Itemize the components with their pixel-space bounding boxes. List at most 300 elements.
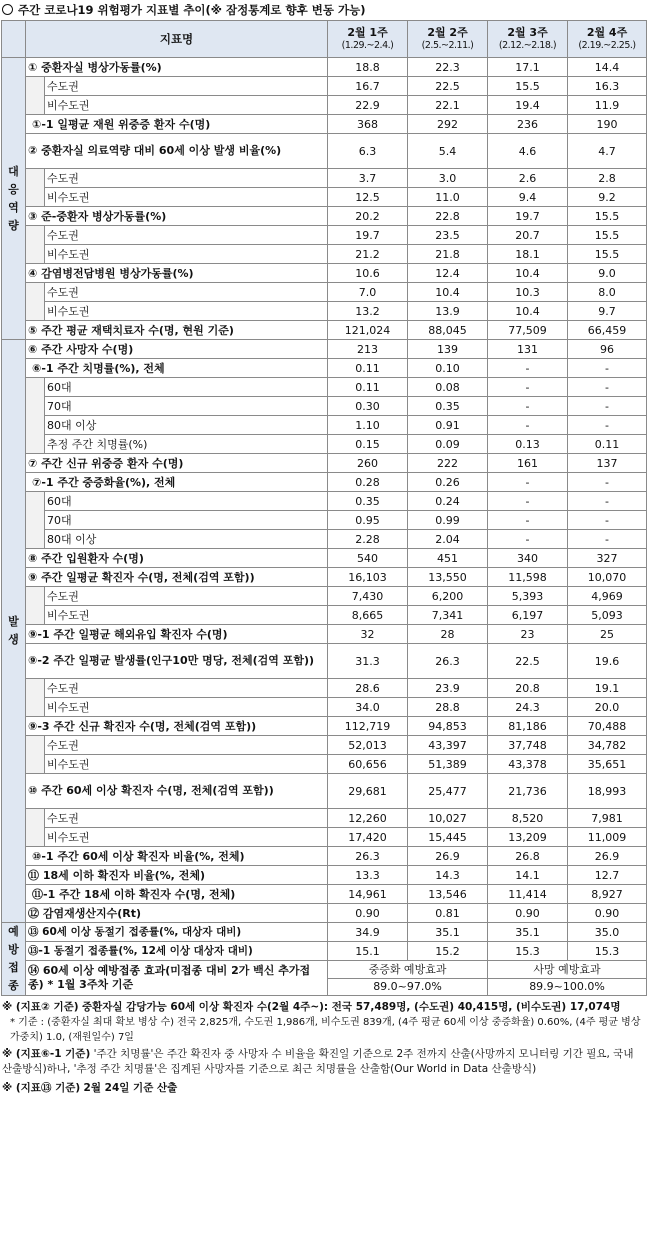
value-cell: 213 bbox=[328, 340, 408, 359]
sub-label: 비수도권 bbox=[45, 96, 328, 115]
week-dates: (2.19.~2.25.) bbox=[578, 40, 636, 51]
value-cell: 7,341 bbox=[408, 606, 488, 625]
value-cell: 12.5 bbox=[328, 188, 408, 207]
sub-label: 수도권 bbox=[45, 169, 328, 188]
table-row bbox=[2, 644, 647, 679]
footnote-3 bbox=[2, 1047, 645, 1077]
sub-row bbox=[2, 378, 647, 397]
value-cell: 37,748 bbox=[488, 736, 568, 755]
indicator-header: 지표명 bbox=[26, 21, 328, 58]
value-cell: 21.8 bbox=[408, 245, 488, 264]
value-cell: - bbox=[568, 492, 647, 511]
value-cell: 22.9 bbox=[328, 96, 408, 115]
table-row bbox=[2, 359, 647, 378]
indent-cell bbox=[26, 302, 45, 321]
indicator-label: ⑨-2 주간 일평균 발생률(인구10만 명당, 전체(검역 포함)) bbox=[26, 644, 328, 679]
value-cell: 23.5 bbox=[408, 226, 488, 245]
value-cell: 292 bbox=[408, 115, 488, 134]
value-cell: 24.3 bbox=[488, 698, 568, 717]
value-cell: 14,961 bbox=[328, 885, 408, 904]
sub-label: 비수도권 bbox=[45, 245, 328, 264]
value-cell: 11.0 bbox=[408, 188, 488, 207]
indent-cell bbox=[26, 587, 45, 606]
sub-label: 수도권 bbox=[45, 736, 328, 755]
value-cell: 15.3 bbox=[568, 942, 647, 961]
value-cell: 19.6 bbox=[568, 644, 647, 679]
value-cell: 139 bbox=[408, 340, 488, 359]
week-header bbox=[568, 21, 647, 58]
table-row bbox=[2, 717, 647, 736]
indicator-label: ⑤ 주간 평균 재택치료자 수(명, 현원 기준) bbox=[26, 321, 328, 340]
value-cell: 10,070 bbox=[568, 568, 647, 587]
value-cell: 10.4 bbox=[408, 283, 488, 302]
value-cell: 16.7 bbox=[328, 77, 408, 96]
value-cell: 340 bbox=[488, 549, 568, 568]
indicator-label: ⑪ 18세 이하 확진자 비율(%, 전체) bbox=[26, 866, 328, 885]
value-cell: - bbox=[568, 511, 647, 530]
sub-label: 비수도권 bbox=[45, 302, 328, 321]
week-label: 2월 4주 bbox=[586, 26, 628, 39]
value-cell: 0.30 bbox=[328, 397, 408, 416]
table-row bbox=[2, 134, 647, 169]
value-cell: 52,013 bbox=[328, 736, 408, 755]
week-dates: (2.12.~2.18.) bbox=[498, 40, 557, 51]
value-cell: 14.4 bbox=[568, 58, 647, 77]
value-cell: 51,389 bbox=[408, 755, 488, 774]
indicator-label: ⑩ 주간 60세 이상 확진자 수(명, 전체(검역 포함)) bbox=[26, 774, 328, 809]
value-cell: 28.8 bbox=[408, 698, 488, 717]
indent-cell bbox=[26, 492, 45, 511]
value-cell: 0.90 bbox=[568, 904, 647, 923]
sub-row bbox=[2, 188, 647, 207]
value-cell: 236 bbox=[488, 115, 568, 134]
sub-label: 80대 이상 bbox=[45, 530, 328, 549]
value-cell: - bbox=[488, 359, 568, 378]
value-cell: 6,197 bbox=[488, 606, 568, 625]
value-cell: 18.8 bbox=[328, 58, 408, 77]
indent-cell bbox=[26, 809, 45, 828]
value-cell: 222 bbox=[408, 454, 488, 473]
value-cell: 2.6 bbox=[488, 169, 568, 188]
table-row bbox=[2, 923, 647, 942]
sub-label: 수도권 bbox=[45, 77, 328, 96]
footnote-4-lead: ※ (지표⑬ 기준) bbox=[2, 1082, 81, 1094]
footnote-1 bbox=[2, 1000, 645, 1015]
sub-label: 수도권 bbox=[45, 679, 328, 698]
value-cell: 11.9 bbox=[568, 96, 647, 115]
title-text: 주간 코로나19 위험평가 지표별 추이(※ 잠정통계로 향후 변동 가능) bbox=[18, 3, 366, 17]
value-cell: 21,736 bbox=[488, 774, 568, 809]
value-cell: 161 bbox=[488, 454, 568, 473]
indicator-label: ⑥-1 주간 치명률(%), 전체 bbox=[26, 359, 328, 378]
indent-cell bbox=[26, 736, 45, 755]
effect-label: 사망 예방효과 bbox=[488, 962, 646, 979]
sub-row bbox=[2, 606, 647, 625]
sub-row bbox=[2, 511, 647, 530]
sub-label: 비수도권 bbox=[45, 698, 328, 717]
value-cell: - bbox=[488, 473, 568, 492]
sub-row bbox=[2, 302, 647, 321]
table-row bbox=[2, 885, 647, 904]
footnote-3-lead: ※ (지표⑥-1 기준) bbox=[2, 1048, 91, 1060]
value-cell: - bbox=[488, 530, 568, 549]
indent-cell bbox=[26, 378, 45, 397]
value-cell: 0.99 bbox=[408, 511, 488, 530]
indent-cell bbox=[26, 226, 45, 245]
header-corner bbox=[2, 21, 26, 58]
value-cell: 5,393 bbox=[488, 587, 568, 606]
value-cell: 18.1 bbox=[488, 245, 568, 264]
sub-label: 비수도권 bbox=[45, 755, 328, 774]
value-cell: 0.35 bbox=[408, 397, 488, 416]
value-cell: 19.1 bbox=[568, 679, 647, 698]
value-cell: 35.1 bbox=[408, 923, 488, 942]
value-cell: 28 bbox=[408, 625, 488, 644]
value-cell: 43,397 bbox=[408, 736, 488, 755]
indicator-label: ⑥ 주간 사망자 수(명) bbox=[26, 340, 328, 359]
category-label: 대 응 역 량 bbox=[2, 58, 26, 340]
indicator-label: ⑫ 감염재생산지수(Rt) bbox=[26, 904, 328, 923]
value-cell: 15.5 bbox=[488, 77, 568, 96]
value-cell: 0.11 bbox=[328, 359, 408, 378]
table-row bbox=[2, 904, 647, 923]
value-cell: 9.2 bbox=[568, 188, 647, 207]
indent-cell bbox=[26, 755, 45, 774]
value-cell: 0.81 bbox=[408, 904, 488, 923]
value-cell: 15,445 bbox=[408, 828, 488, 847]
value-cell: 4.7 bbox=[568, 134, 647, 169]
indicator-label: ⑧ 주간 입원환자 수(명) bbox=[26, 549, 328, 568]
week-label: 2월 2주 bbox=[427, 26, 468, 39]
value-cell: 15.2 bbox=[408, 942, 488, 961]
sub-row bbox=[2, 809, 647, 828]
value-cell: 20.0 bbox=[568, 698, 647, 717]
table-row bbox=[2, 207, 647, 226]
indent-cell bbox=[26, 245, 45, 264]
sub-row bbox=[2, 679, 647, 698]
value-cell: 4,969 bbox=[568, 587, 647, 606]
value-cell: 0.26 bbox=[408, 473, 488, 492]
value-cell: 2.8 bbox=[568, 169, 647, 188]
table-row bbox=[2, 774, 647, 809]
value-cell: 14.1 bbox=[488, 866, 568, 885]
value-cell: 7.0 bbox=[328, 283, 408, 302]
value-cell: 26.9 bbox=[408, 847, 488, 866]
value-cell: 34,782 bbox=[568, 736, 647, 755]
footnote-1-text: 중환자실 감당가능 60세 이상 확진자 수(2월 4주~): 전국 57,489명, (수도권) 40,415명, (비수도권) 17,074명 bbox=[81, 1001, 621, 1013]
value-cell: 19.7 bbox=[328, 226, 408, 245]
table-row bbox=[2, 340, 647, 359]
indicator-label: ⑬ 60세 이상 동절기 접종률(%, 대상자 대비) bbox=[26, 923, 328, 942]
value-cell: 31.3 bbox=[328, 644, 408, 679]
value-cell: 5.4 bbox=[408, 134, 488, 169]
value-cell: 0.28 bbox=[328, 473, 408, 492]
header-row bbox=[2, 21, 647, 58]
value-cell: 96 bbox=[568, 340, 647, 359]
value-cell: 19.7 bbox=[488, 207, 568, 226]
value-cell: 25,477 bbox=[408, 774, 488, 809]
indicator-label: ①-1 일평균 재원 위중증 환자 수(명) bbox=[26, 115, 328, 134]
sub-label: 60대 bbox=[45, 378, 328, 397]
value-cell: 8,927 bbox=[568, 885, 647, 904]
indent-cell bbox=[26, 416, 45, 435]
indicator-label: ⑪-1 주간 18세 이하 확진자 수(명, 전체) bbox=[26, 885, 328, 904]
value-cell: 81,186 bbox=[488, 717, 568, 736]
value-cell: 29,681 bbox=[328, 774, 408, 809]
table-row bbox=[2, 866, 647, 885]
sub-label: 추정 주간 치명률(%) bbox=[45, 435, 328, 454]
value-cell: - bbox=[568, 397, 647, 416]
indicator-label: ④ 감염병전담병원 병상가동률(%) bbox=[26, 264, 328, 283]
indent-cell bbox=[26, 283, 45, 302]
sub-label: 60대 bbox=[45, 492, 328, 511]
value-cell: - bbox=[488, 416, 568, 435]
indent-cell bbox=[26, 188, 45, 207]
indent-cell bbox=[26, 828, 45, 847]
value-cell: 3.7 bbox=[328, 169, 408, 188]
value-cell: 18,993 bbox=[568, 774, 647, 809]
sub-row bbox=[2, 435, 647, 454]
value-cell: 11,009 bbox=[568, 828, 647, 847]
value-cell: 260 bbox=[328, 454, 408, 473]
indent-cell bbox=[26, 511, 45, 530]
sub-row bbox=[2, 245, 647, 264]
value-cell: - bbox=[568, 473, 647, 492]
value-cell: 15.5 bbox=[568, 207, 647, 226]
sub-label: 수도권 bbox=[45, 587, 328, 606]
value-cell: 8,665 bbox=[328, 606, 408, 625]
indent-cell bbox=[26, 397, 45, 416]
sub-row bbox=[2, 77, 647, 96]
value-cell: 34.9 bbox=[328, 923, 408, 942]
value-cell: 23.9 bbox=[408, 679, 488, 698]
value-cell: 19.4 bbox=[488, 96, 568, 115]
value-cell: 540 bbox=[328, 549, 408, 568]
value-cell: 22.1 bbox=[408, 96, 488, 115]
indicator-label: ⑨-3 주간 신규 확진자 수(명, 전체(검역 포함)) bbox=[26, 717, 328, 736]
value-cell: 5,093 bbox=[568, 606, 647, 625]
sub-row bbox=[2, 736, 647, 755]
value-cell: 15.3 bbox=[488, 942, 568, 961]
indicator-label: ⑬-1 동절기 접종률(%, 12세 이상 대상자 대비) bbox=[26, 942, 328, 961]
sub-row bbox=[2, 96, 647, 115]
footnote-3-text: '주간 치명률'은 주간 확진자 중 사망자 수 비율을 확진일 기준으로 2주 전까지 산출(사망까지 모니터링 기간 필요, 국내 산출방식)하나, '추정 주간 치명률'은 집계된 사망자를 기준으로 최근 치명률을 산출함(Our World in Data 산출방식) bbox=[2, 1048, 634, 1075]
sub-label: 수도권 bbox=[45, 809, 328, 828]
footnote-4-text: 2월 24일 기준 산출 bbox=[83, 1082, 178, 1094]
value-cell: 0.15 bbox=[328, 435, 408, 454]
value-cell: 15.5 bbox=[568, 226, 647, 245]
value-cell: 11,414 bbox=[488, 885, 568, 904]
sub-label: 비수도권 bbox=[45, 606, 328, 625]
page-title bbox=[0, 0, 647, 20]
value-cell: 22.5 bbox=[408, 77, 488, 96]
indicator-label: ③ 준-중환자 병상가동률(%) bbox=[26, 207, 328, 226]
value-cell: 16.3 bbox=[568, 77, 647, 96]
table-row bbox=[2, 625, 647, 644]
value-cell: 25 bbox=[568, 625, 647, 644]
sub-row bbox=[2, 698, 647, 717]
sub-label: 70대 bbox=[45, 397, 328, 416]
value-cell: 13.9 bbox=[408, 302, 488, 321]
value-cell: 0.08 bbox=[408, 378, 488, 397]
value-cell: 9.7 bbox=[568, 302, 647, 321]
value-cell: 121,024 bbox=[328, 321, 408, 340]
value-cell: 9.0 bbox=[568, 264, 647, 283]
table-row bbox=[2, 454, 647, 473]
value-cell: - bbox=[568, 359, 647, 378]
footnote-1-lead: ※ (지표② 기준) bbox=[2, 1001, 79, 1013]
risk-indicator-table bbox=[1, 20, 647, 996]
value-cell: 14.3 bbox=[408, 866, 488, 885]
table-row bbox=[2, 264, 647, 283]
value-cell: 13,546 bbox=[408, 885, 488, 904]
value-cell: 3.0 bbox=[408, 169, 488, 188]
value-cell: 32 bbox=[328, 625, 408, 644]
value-cell: 34.0 bbox=[328, 698, 408, 717]
value-cell: 28.6 bbox=[328, 679, 408, 698]
value-cell: 20.7 bbox=[488, 226, 568, 245]
value-cell: 7,430 bbox=[328, 587, 408, 606]
value-cell: 35.0 bbox=[568, 923, 647, 942]
value-cell: 20.8 bbox=[488, 679, 568, 698]
week-dates: (2.5.~2.11.) bbox=[421, 40, 474, 51]
week-dates: (1.29.~2.4.) bbox=[341, 40, 394, 51]
table-row bbox=[2, 58, 647, 77]
value-cell: 10,027 bbox=[408, 809, 488, 828]
value-cell: 21.2 bbox=[328, 245, 408, 264]
indent-cell bbox=[26, 435, 45, 454]
value-cell: 16,103 bbox=[328, 568, 408, 587]
table-row bbox=[2, 568, 647, 587]
indicator-label: ⑩-1 주간 60세 이상 확진자 비율(%, 전체) bbox=[26, 847, 328, 866]
indicator-label: ① 중환자실 병상가동률(%) bbox=[26, 58, 328, 77]
week-header bbox=[488, 21, 568, 58]
sub-row bbox=[2, 828, 647, 847]
value-cell: 17.1 bbox=[488, 58, 568, 77]
value-cell: 26.9 bbox=[568, 847, 647, 866]
footnote-2: * 기준 : (중환자실 최대 확보 병상 수) 전국 2,825개, 수도권 1,986개, 비수도권 839개, (4주 평균 60세 이상 중증화율) 0.60%, (4주 평균 병상가중치) 1.0, (재원일수) 7일 bbox=[10, 1017, 641, 1043]
value-cell: 1.10 bbox=[328, 416, 408, 435]
value-cell: 0.90 bbox=[328, 904, 408, 923]
value-cell: - bbox=[568, 530, 647, 549]
value-cell: - bbox=[488, 492, 568, 511]
sub-row bbox=[2, 169, 647, 188]
value-cell: 6.3 bbox=[328, 134, 408, 169]
value-cell: 15.5 bbox=[568, 245, 647, 264]
value-cell: 327 bbox=[568, 549, 647, 568]
value-cell: 26.3 bbox=[408, 644, 488, 679]
value-cell: 10.4 bbox=[488, 302, 568, 321]
value-cell: 94,853 bbox=[408, 717, 488, 736]
value-cell: 9.4 bbox=[488, 188, 568, 207]
value-cell: 17,420 bbox=[328, 828, 408, 847]
indicator-label: ⑦ 주간 신규 위중증 환자 수(명) bbox=[26, 454, 328, 473]
value-cell: 13,209 bbox=[488, 828, 568, 847]
week-header bbox=[328, 21, 408, 58]
value-cell: 12,260 bbox=[328, 809, 408, 828]
effect-value: 89.0~97.0% bbox=[373, 979, 442, 993]
value-cell: 15.1 bbox=[328, 942, 408, 961]
value-cell: 112,719 bbox=[328, 717, 408, 736]
effect-group bbox=[488, 961, 647, 996]
value-cell: 10.4 bbox=[488, 264, 568, 283]
value-cell: 6,200 bbox=[408, 587, 488, 606]
value-cell: 22.3 bbox=[408, 58, 488, 77]
value-cell: 2.28 bbox=[328, 530, 408, 549]
week-label: 2월 3주 bbox=[507, 26, 548, 39]
indent-cell bbox=[26, 698, 45, 717]
value-cell: 7,981 bbox=[568, 809, 647, 828]
sub-label: 수도권 bbox=[45, 283, 328, 302]
sub-row bbox=[2, 226, 647, 245]
sub-row bbox=[2, 492, 647, 511]
value-cell: 13.2 bbox=[328, 302, 408, 321]
sub-row bbox=[2, 283, 647, 302]
indicator-label: ⑨-1 주간 일평균 해외유입 확진자 수(명) bbox=[26, 625, 328, 644]
value-cell: 0.24 bbox=[408, 492, 488, 511]
value-cell: - bbox=[488, 378, 568, 397]
indicator-label: ② 중환자실 의료역량 대비 60세 이상 발생 비율(%) bbox=[26, 134, 328, 169]
value-cell: 0.95 bbox=[328, 511, 408, 530]
indent-cell bbox=[26, 530, 45, 549]
value-cell: 12.7 bbox=[568, 866, 647, 885]
footnote-4 bbox=[2, 1081, 645, 1096]
indent-cell bbox=[26, 77, 45, 96]
value-cell: 22.8 bbox=[408, 207, 488, 226]
sub-row bbox=[2, 397, 647, 416]
value-cell: 0.11 bbox=[328, 378, 408, 397]
value-cell: 8,520 bbox=[488, 809, 568, 828]
value-cell: 11,598 bbox=[488, 568, 568, 587]
table-row bbox=[2, 549, 647, 568]
value-cell: 35,651 bbox=[568, 755, 647, 774]
indicator-label: ⑦-1 주간 중증화율(%), 전체 bbox=[26, 473, 328, 492]
value-cell: 60,656 bbox=[328, 755, 408, 774]
value-cell: 0.35 bbox=[328, 492, 408, 511]
indent-cell bbox=[26, 679, 45, 698]
value-cell: 12.4 bbox=[408, 264, 488, 283]
table-row bbox=[2, 942, 647, 961]
circle-bullet-icon bbox=[2, 4, 13, 15]
value-cell: 26.3 bbox=[328, 847, 408, 866]
table-row bbox=[2, 473, 647, 492]
category-label: 예 방 접 종 bbox=[2, 923, 26, 996]
value-cell: 23 bbox=[488, 625, 568, 644]
sub-row bbox=[2, 416, 647, 435]
value-cell: 10.6 bbox=[328, 264, 408, 283]
indicator-label-wrap: ⑭ 60세 이상 예방접종 효과(미접종 대비 2가 백신 추가접종) * 1월 3주차 기준 bbox=[26, 961, 328, 996]
value-cell: 35.1 bbox=[488, 923, 568, 942]
value-cell: 0.10 bbox=[408, 359, 488, 378]
indicator-label: ⑨ 주간 일평균 확진자 수(명, 전체(검역 포함)) bbox=[26, 568, 328, 587]
indent-cell bbox=[26, 169, 45, 188]
value-cell: 451 bbox=[408, 549, 488, 568]
indent-cell bbox=[26, 96, 45, 115]
value-cell: 137 bbox=[568, 454, 647, 473]
indent-cell bbox=[26, 606, 45, 625]
sub-row bbox=[2, 587, 647, 606]
footnotes bbox=[0, 1000, 647, 1096]
value-cell: 26.8 bbox=[488, 847, 568, 866]
value-cell: 13.3 bbox=[328, 866, 408, 885]
value-cell: 0.90 bbox=[488, 904, 568, 923]
sub-label: 70대 bbox=[45, 511, 328, 530]
table-row bbox=[2, 961, 647, 996]
sub-row bbox=[2, 530, 647, 549]
value-cell: 0.09 bbox=[408, 435, 488, 454]
value-cell: 190 bbox=[568, 115, 647, 134]
effect-group bbox=[328, 961, 488, 996]
